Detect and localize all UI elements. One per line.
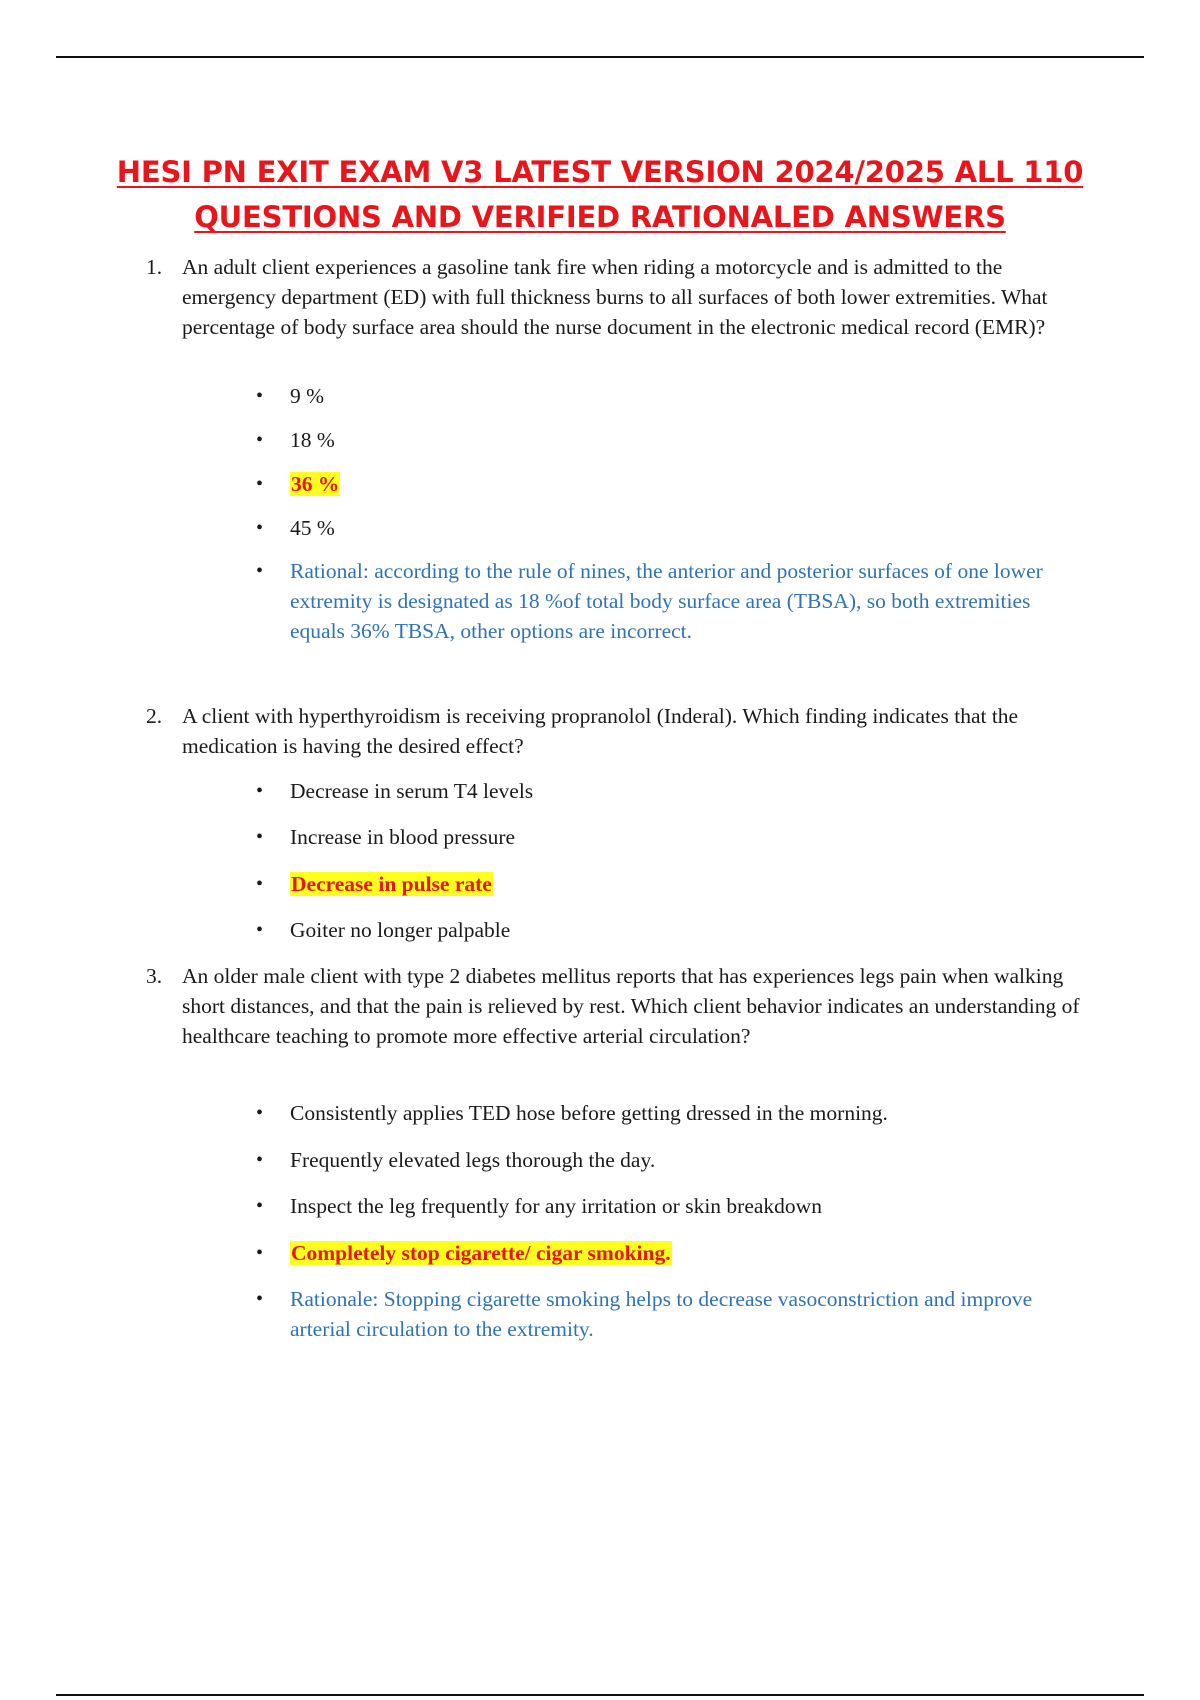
bullet-icon: • — [256, 1288, 264, 1310]
option-2b: • Increase in blood pressure — [290, 822, 1090, 852]
rationale-3: • Rationale: Stopping cigarette smoking helps to decrease vasoconstriction and improve arterial circulation to the extremity. — [290, 1284, 1090, 1344]
bullet-icon: • — [256, 1195, 264, 1217]
question-text: An older male client with type 2 diabetes mellitus reports that has experiences legs pain when walking short distances, and that the pain is relieved by rest. Which client behavior indicates an understanding of healthcare teaching to promote more effective arterial circulation? — [182, 964, 1080, 1048]
question-1 — [146, 252, 1090, 342]
option-3b: • Frequently elevated legs thorough the day. — [290, 1145, 1090, 1175]
title-line-1: HESI PN EXIT EXAM V3 LATEST VERSION 2024/2025 ALL 110 — [116, 155, 1084, 189]
bullet-icon: • — [256, 560, 264, 582]
rationale-1: • Rational: according to the rule of nines, the anterior and posterior surfaces of one lower extremity is designated as 18 %of total body surface area (TBSA), so both extremities equals 36% TBSA, other options are incorrect. — [290, 556, 1090, 646]
question-number: 1. — [146, 255, 163, 279]
bullet-icon: • — [256, 919, 264, 941]
bullet-icon: • — [256, 517, 264, 539]
option-2a: • Decrease in serum T4 levels — [290, 776, 1090, 806]
question-2 — [146, 701, 1090, 761]
correct-answer-highlight: 36 % — [291, 472, 340, 496]
bullet-icon: • — [256, 873, 264, 895]
document-title — [100, 150, 1100, 240]
option-3c: • Inspect the leg frequently for any irritation or skin breakdown — [290, 1191, 1090, 1221]
title-line-2: QUESTIONS AND VERIFIED RATIONALED ANSWERS — [194, 200, 1006, 234]
correct-answer-highlight: Decrease in pulse rate — [291, 872, 492, 896]
option-1a: • 9 % — [290, 381, 1090, 411]
bottom-rule — [56, 1694, 1144, 1696]
bullet-icon: • — [256, 473, 264, 495]
option-1d: • 45 % — [290, 513, 1090, 543]
option-1b: • 18 % — [290, 425, 1090, 455]
bullet-icon: • — [256, 780, 264, 802]
bullet-icon: • — [256, 826, 264, 848]
correct-answer-highlight: Completely stop cigarette/ cigar smoking. — [291, 1241, 671, 1265]
bullet-icon: • — [256, 1102, 264, 1124]
option-2c-correct — [256, 869, 1090, 899]
option-1c-correct — [256, 469, 1090, 499]
question-number: 3. — [146, 964, 163, 988]
option-3d-correct — [256, 1238, 1090, 1268]
bullet-icon: • — [256, 385, 264, 407]
question-text: An adult client experiences a gasoline tank fire when riding a motorcycle and is admitted to the emergency department (ED) with full thickness burns to all surfaces of both lower extremities. What percentage of body surface area should the nurse document in the electronic medical record (EMR)? — [182, 255, 1048, 339]
question-3 — [146, 961, 1090, 1051]
bullet-icon: • — [256, 1242, 264, 1264]
question-number: 2. — [146, 704, 163, 728]
bullet-icon: • — [256, 429, 264, 451]
option-3a: • Consistently applies TED hose before getting dressed in the morning. — [290, 1098, 1090, 1128]
bullet-icon: • — [256, 1149, 264, 1171]
top-rule — [56, 56, 1144, 58]
question-text: A client with hyperthyroidism is receiving propranolol (Inderal). Which finding indicates that the medication is having the desired effect? — [182, 704, 1019, 758]
option-2d: • Goiter no longer palpable — [290, 915, 1090, 945]
